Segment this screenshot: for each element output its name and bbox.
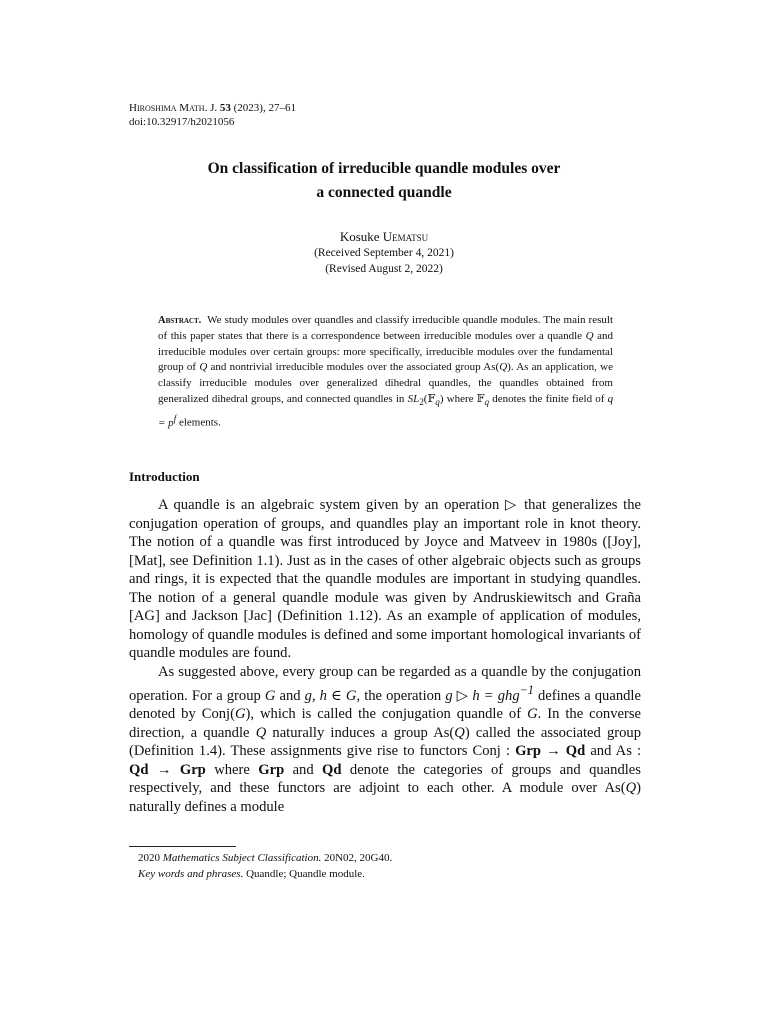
math-Q: Q <box>454 724 465 741</box>
revised-date: (Revised August 2, 2022) <box>325 263 443 275</box>
title-line-2: a connected quandle <box>316 184 452 201</box>
journal-citation <box>129 101 296 115</box>
author-block <box>0 228 768 277</box>
journal-name: Hiroshima Math. J. <box>129 102 218 114</box>
journal-year-pages: (2023), 27–61 <box>233 102 296 114</box>
category-Grp: Grp <box>258 761 285 778</box>
category-Qd: Qd <box>565 743 586 760</box>
abstract-text: where <box>446 392 474 405</box>
math-SL2: $SL_2(𝔽_q)$ <box>407 392 444 408</box>
math-Q: Q <box>585 329 594 342</box>
title-line-1: On classification of irreducible quandle modules over <box>207 160 561 177</box>
section-heading: Introduction <box>129 469 200 484</box>
paragraph-1: A quandle is an algebraic system given by an operation ▷ that generalizes the conjugation operation of groups, and quandles play an important role in knot theory. The notion of a quandle was first introduced by Joyce and Matveev in 1980s ([Joy], [Mat], see Definition 1.1). Just as in the cases of other algebraic objects such as groups and rings, it is expected that the quandle modules are important in studying quandles. The notion of a general quandle module was given by Andruskiewitsch and Graña [AG] and Jackson [Jac] (Definition 1.12). As an example of application of modules, homology of quandle modules is defined and some important homological invariants of quandle modules are found. <box>129 497 641 661</box>
paper-title <box>0 157 768 205</box>
abstract-text: elements. <box>178 416 221 429</box>
abstract-text: and irreducible modules over certain groups: more specifically, irreducible modules over the fundamental group of <box>158 329 614 374</box>
math-q-equals-p-f: $q = p^f$ <box>158 392 614 429</box>
abstract-text: ). As an application, we classify irreducible modules over generalized dihedral quandles, the quandles obtained from generalized dihedral groups, and connected quandles in <box>158 361 614 405</box>
abstract-text: We study modules over quandles and classify irreducible quandle modules. The main result of this paper states that there is a correspondence between irreducible modules over a quandle <box>158 314 613 342</box>
paragraph-2: As suggested above, every group can be regarded as a quandle by the conjugation operation. For a group G and g, h ∈ G, the operation g ▷ h = ghg$^{-1}$ defines a quandle denoted by Conj(G), which is called the conjugation quandle of G. In the converse direction, a quandle Q naturally induces a group As(Q) called the associated group (Definition 1.4). These assignments give rise to functors Conj : Grp → Qd and As : Qd → Grp where Grp and Qd denote the categories of groups and quandles respectively, and these functors are adjoint to each other. A module over As(Q) naturally defines a module <box>129 663 642 815</box>
received-date: (Received September 4, 2021) <box>314 247 454 259</box>
math-Fq: 𝔽$_q$ <box>476 392 490 408</box>
math-g-h-in-G: g, h ∈ G <box>304 687 357 704</box>
math-ghg-inverse: ghg$^{-1}$ <box>497 683 534 704</box>
journal-volume: 53 <box>219 102 231 114</box>
footnote-rule <box>129 846 236 847</box>
math-Q: Q <box>499 361 508 374</box>
author-family-name: Uematsu <box>382 229 429 244</box>
math-G: G <box>234 706 246 723</box>
math-Q: Q <box>625 780 637 797</box>
footnote-keywords: Key words and phrases. Quandle; Quandle module. <box>138 868 365 880</box>
math-G: G <box>527 706 538 723</box>
abstract <box>158 313 613 431</box>
category-Qd: Qd <box>129 761 149 778</box>
abstract-text: denotes the finite field of <box>492 392 605 405</box>
category-Grp: Grp <box>179 761 206 778</box>
math-Q: Q <box>199 361 208 374</box>
abstract-label: Abstract. <box>158 315 202 326</box>
body-text <box>129 496 641 816</box>
doi: doi:10.32917/h2021056 <box>129 116 235 128</box>
category-Grp: Grp <box>515 743 542 760</box>
journal-header <box>129 101 296 129</box>
math-g-tri-h: g ▷ h = <box>445 687 494 704</box>
math-Q: Q <box>255 724 267 741</box>
category-Qd: Qd <box>322 761 342 778</box>
abstract-text: and nontrivial irreducible modules over the associated group As( <box>210 361 500 374</box>
math-G: G <box>264 687 276 704</box>
footnotes <box>138 850 392 882</box>
author-name <box>0 228 768 245</box>
author-given-name: Kosuke <box>339 229 380 244</box>
footnote-msc: 2020 Mathematics Subject Classification. 20N02, 20G40. <box>138 852 393 864</box>
